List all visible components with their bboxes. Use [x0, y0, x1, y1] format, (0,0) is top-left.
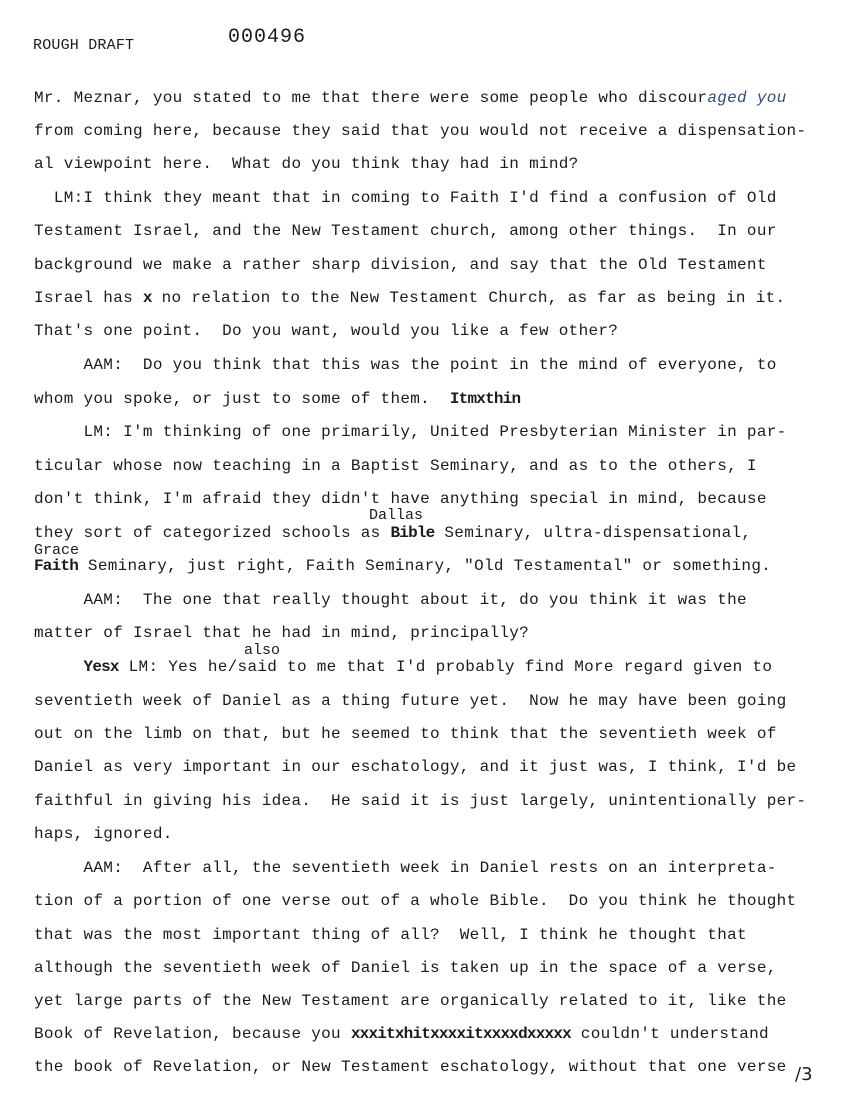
text-line: [34, 456, 757, 476]
line-text: although the seventieth week of Daniel is taken up in the space of a verse,: [34, 959, 777, 977]
text-line: [34, 991, 787, 1011]
page-number-stamp: 000496: [228, 26, 307, 49]
line-text: LM:I think they meant that in coming to Faith I'd find a confusion of Old: [34, 189, 777, 207]
line-text: Mr. Meznar, you stated to me that there were some people who discour: [34, 89, 708, 107]
handwritten-text: aged you: [707, 89, 787, 107]
text-line: [34, 590, 747, 610]
text-line: [34, 724, 777, 744]
text-line: [34, 958, 777, 978]
line-text: faithful in giving his idea. He said it is just largely, unintentionally per-: [34, 792, 807, 810]
line-text: Seminary, ultra-dispensational,: [434, 524, 752, 542]
text-line: [34, 523, 751, 543]
text-line: [34, 389, 520, 409]
line-text: Seminary, just right, Faith Seminary, "Old Testamental" or something.: [78, 557, 772, 575]
rough-draft-label: ROUGH DRAFT: [33, 37, 135, 54]
text-line: [34, 422, 787, 442]
text-line: [34, 321, 618, 341]
struck-out-text: x: [142, 289, 152, 307]
line-text: haps, ignored.: [34, 825, 173, 843]
text-line: [34, 88, 787, 108]
text-line: [34, 556, 771, 576]
line-text: yet large parts of the New Testament are organically related to it, like the: [34, 992, 787, 1010]
line-text: Israel has: [34, 289, 143, 307]
line-text: That's one point. Do you want, would you like a few other?: [34, 322, 619, 340]
line-text: they sort of categorized schools as: [34, 524, 391, 542]
text-line: [34, 891, 796, 911]
line-text: [34, 658, 84, 676]
interlinear-also: also: [244, 642, 281, 659]
line-text: from coming here, because they said that you would not receive a dispensation-: [34, 122, 807, 140]
line-text: ticular whose now teaching in a Baptist Seminary, and as to the others, I: [34, 457, 757, 475]
line-text: no relation to the New Testament Church, as far as being in it.: [151, 289, 786, 307]
line-text: the book of Revelation, or New Testament eschatology, without that one verse: [34, 1058, 787, 1076]
line-text: LM: I'm thinking of one primarily, United Presbyterian Minister in par-: [34, 423, 787, 441]
text-line: [34, 288, 785, 308]
text-line: [34, 791, 806, 811]
text-line: [34, 824, 173, 844]
corner-handwritten-mark: /3: [795, 1064, 813, 1085]
text-line: [34, 355, 777, 375]
line-text: LM: Yes he/said to me that I'd probably find More regard given to: [118, 658, 773, 676]
line-text: whom you spoke, or just to some of them.: [34, 390, 450, 408]
text-line: [34, 121, 806, 141]
text-line: [34, 757, 796, 777]
line-text: AAM: The one that really thought about it, do you think it was the: [34, 591, 747, 609]
text-line: [34, 858, 777, 878]
text-line: [34, 623, 529, 643]
interlinear-grace: Grace: [34, 542, 80, 559]
line-text: background we make a rather sharp division, and say that the Old Testament: [34, 256, 767, 274]
line-text: AAM: Do you think that this was the point in the mind of everyone, to: [34, 356, 777, 374]
line-text: couldn't understand: [570, 1025, 769, 1043]
line-text: out on the limb on that, but he seemed to think that the seventieth week of: [34, 725, 777, 743]
text-line: [34, 925, 747, 945]
struck-out-text: Faith: [34, 557, 79, 575]
text-line: [34, 657, 772, 677]
line-text: don't think, I'm afraid they didn't have anything special in mind, because: [34, 490, 767, 508]
line-text: AAM: After all, the seventieth week in Daniel rests on an interpreta-: [34, 859, 777, 877]
line-text: tion of a portion of one verse out of a whole Bible. Do you think he thought: [34, 892, 797, 910]
line-text: matter of Israel that he had in mind, principally?: [34, 624, 530, 642]
text-line: [34, 188, 777, 208]
text-line: [34, 221, 777, 241]
line-text: Book of Revelation, because you: [34, 1025, 351, 1043]
line-text: al viewpoint here. What do you think thay had in mind?: [34, 155, 579, 173]
text-line: [34, 255, 767, 275]
line-text: seventieth week of Daniel as a thing future yet. Now he may have been going: [34, 692, 787, 710]
line-text: Daniel as very important in our eschatology, and it just was, I think, I'd be: [34, 758, 797, 776]
line-text: that was the most important thing of all? Well, I think he thought that: [34, 926, 747, 944]
line-text: Testament Israel, and the New Testament church, among other things. In our: [34, 222, 777, 240]
text-line: [34, 154, 579, 174]
struck-out-text: xxxitxhitxxxxitxxxxdxxxxx: [350, 1025, 571, 1043]
struck-out-text: Yesx: [83, 658, 119, 676]
text-line: [34, 1024, 769, 1044]
struck-out-text: Bible: [390, 524, 435, 542]
struck-out-text: Itmxthin: [449, 390, 521, 408]
interlinear-dallas: Dallas: [369, 507, 424, 524]
text-line: [34, 489, 767, 509]
text-line: [34, 691, 787, 711]
text-line: [34, 1057, 787, 1077]
